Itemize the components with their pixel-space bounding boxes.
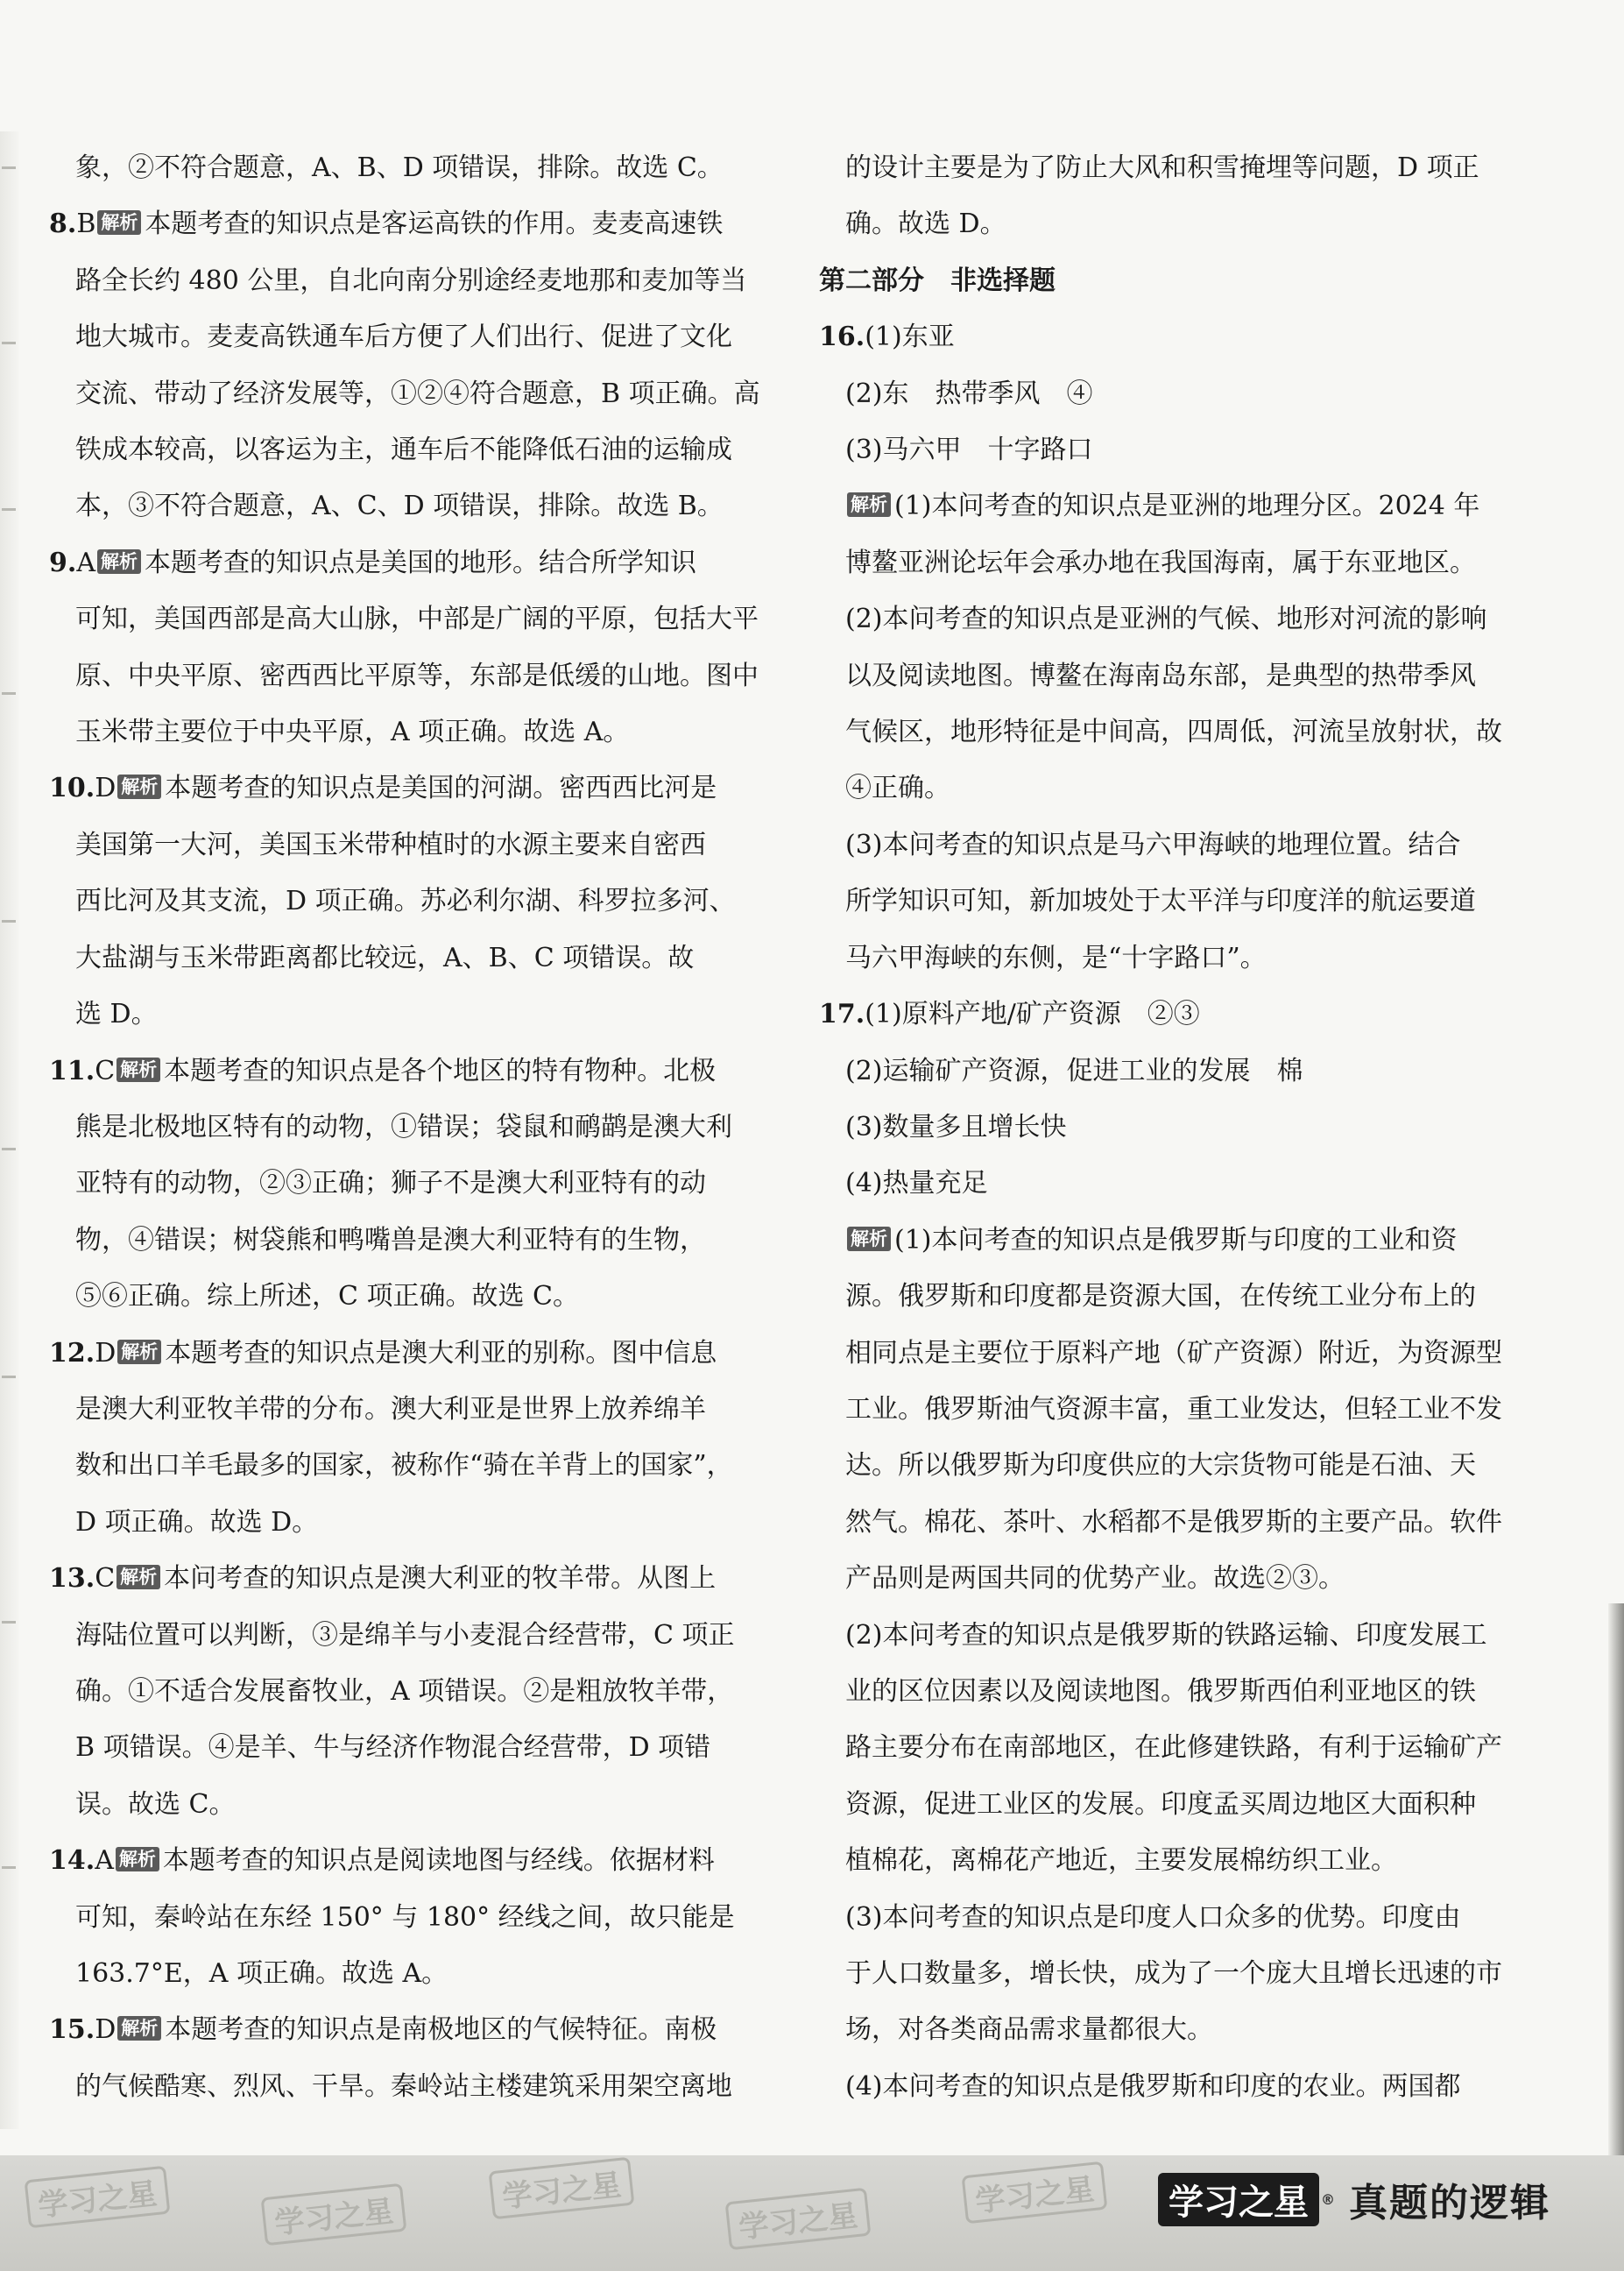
line-text: 本问考查的知识点是澳大利亚的牧羊带。从图上 xyxy=(164,1563,717,1595)
line-text: (1)本问考查的知识点是亚洲的地理分区。2024 年 xyxy=(894,491,1480,522)
section-heading: 第二部分 非选择题 xyxy=(819,265,1056,296)
text-line: D 项正确。故选 D。 xyxy=(75,1506,319,1538)
question-line xyxy=(49,1326,785,1382)
text-line: 确。故选 D。 xyxy=(845,209,1006,240)
text-line: 原、中央平原、密西西比平原等，东部是低缓的山地。图中 xyxy=(75,660,759,691)
text-line: 地大城市。麦麦高铁通车后方便了人们出行、促进了文化 xyxy=(75,322,732,353)
text-line: 路全长约 480 公里，自北向南分别途经麦地那和麦加等当 xyxy=(75,265,747,296)
text-line: (3)本问考查的知识点是马六甲海峡的地理位置。结合 xyxy=(845,829,1461,860)
brand-slogan: 真题的逻辑 xyxy=(1349,2181,1550,2225)
text-line: 163.7°E，A 项正确。故选 A。 xyxy=(75,1958,448,1989)
analysis-badge: 解析 xyxy=(847,1227,891,1251)
text-line: 美国第一大河，美国玉米带种植时的水源主要来自密西 xyxy=(75,829,706,860)
question-number: 8. xyxy=(49,209,77,240)
question-number: 9. xyxy=(49,547,77,578)
answer-letter: D xyxy=(95,1337,117,1369)
answer-letter: A xyxy=(76,547,95,578)
text-line: 源。俄罗斯和印度都是资源大国，在传统工业分布上的 xyxy=(845,1281,1476,1312)
question-line xyxy=(819,309,1564,365)
page-curl-shadow xyxy=(1608,1603,1624,2164)
text-line: 场，对各类商品需求量都很大。 xyxy=(845,2014,1213,2046)
question-number: 11. xyxy=(49,1055,95,1086)
question-line xyxy=(49,761,785,817)
text-line: 的气候酷寒、烈风、干旱。秦岭站主楼建筑采用架空离地 xyxy=(75,2070,732,2102)
analysis-badge: 解析 xyxy=(847,492,891,517)
text-line: 气候区，地形特征是中间高，四周低，河流呈放射状，故 xyxy=(845,717,1502,748)
registered-mark: ® xyxy=(1321,2190,1335,2208)
answer-letter: C xyxy=(95,1055,116,1086)
text-line: 业的区位因素以及阅读地图。俄罗斯西伯利亚地区的铁 xyxy=(845,1675,1476,1707)
text-line: 路主要分布在南部地区，在此修建铁路，有利于运输矿产 xyxy=(845,1732,1502,1764)
analysis-badge: 解析 xyxy=(117,2016,161,2041)
text-line: 熊是北极地区特有的动物，①错误；袋鼠和鸸鹋是澳大利 xyxy=(75,1111,732,1143)
text-line: (4)本问考查的知识点是俄罗斯和印度的农业。两国都 xyxy=(845,2070,1461,2102)
line-text: 本题考查的知识点是客运高铁的作用。麦麦高速铁 xyxy=(145,209,724,240)
text-line: 是澳大利亚牧羊带的分布。澳大利亚是世界上放养绵羊 xyxy=(75,1393,706,1425)
text-line: 工业。俄罗斯油气资源丰富，重工业发达，但轻工业不发 xyxy=(845,1393,1502,1425)
question-line xyxy=(49,1833,785,1889)
text-line: 马六甲海峡的东侧，是“十字路口”。 xyxy=(845,942,1267,973)
text-line: 选 D。 xyxy=(75,999,158,1030)
text-line: 产品则是两国共同的优势产业。故选②③。 xyxy=(845,1563,1345,1595)
analysis-badge: 解析 xyxy=(117,1058,160,1082)
analysis-badge: 解析 xyxy=(117,1565,160,1589)
brand-block xyxy=(1158,2171,1550,2227)
analysis-badge: 解析 xyxy=(116,1847,159,1871)
text-line: 确。①不适合发展畜牧业，A 项错误。②是粗放牧羊带， xyxy=(75,1675,734,1707)
line-text: 本题考查的知识点是阅读地图与经线。依据材料 xyxy=(162,1845,715,1877)
text-line: 象，②不符合题意，A、B、D 项错误，排除。故选 C。 xyxy=(75,152,724,183)
text-line: 博鳌亚洲论坛年会承办地在我国海南，属于东亚地区。 xyxy=(845,547,1476,578)
text-line: ⑤⑥正确。综上所述，C 项正确。故选 C。 xyxy=(75,1281,579,1312)
text-line: 物，④错误；树袋熊和鸭嘴兽是澳大利亚特有的生物， xyxy=(75,1224,706,1256)
text-line: 资源，促进工业区的发展。印度孟买周边地区大面积种 xyxy=(845,1788,1476,1820)
text-line: 大盐湖与玉米带距离都比较远，A、B、C 项错误。故 xyxy=(75,942,695,973)
answer-letter: B xyxy=(76,209,96,240)
question-number: 14. xyxy=(49,1845,95,1877)
text-line: (4)热量充足 xyxy=(845,1168,988,1199)
text-line: 本，③不符合题意，A、C、D 项错误，排除。故选 B。 xyxy=(75,491,724,522)
left-column xyxy=(49,140,785,2115)
answer-letter: A xyxy=(95,1845,114,1877)
text-line: 可知，秦岭站在东经 150° 与 180° 经线之间，故只能是 xyxy=(75,1901,735,1933)
text-line: (3)本问考查的知识点是印度人口众多的优势。印度由 xyxy=(845,1901,1461,1933)
text-line: B 项错误。④是羊、牛与经济作物混合经营带，D 项错 xyxy=(75,1732,711,1764)
text-line: 于人口数量多，增长快，成为了一个庞大且增长迅速的市 xyxy=(845,1958,1502,1989)
line-text: 本题考查的知识点是澳大利亚的别称。图中信息 xyxy=(165,1337,717,1369)
answer-letter: D xyxy=(95,2014,117,2046)
watermark-logo: 学习之星 xyxy=(25,2166,171,2229)
analysis-line xyxy=(819,1213,1564,1269)
analysis-line xyxy=(819,478,1564,534)
text-line: (2)运输矿产资源，促进工业的发展 棉 xyxy=(845,1055,1303,1086)
text-line: 海陆位置可以判断，③是绵羊与小麦混合经营带，C 项正 xyxy=(75,1619,735,1651)
question-number: 12. xyxy=(49,1337,95,1369)
watermark-logo: 学习之星 xyxy=(261,2183,407,2246)
analysis-badge: 解析 xyxy=(117,1340,161,1364)
watermark-logo: 学习之星 xyxy=(489,2157,635,2220)
analysis-badge: 解析 xyxy=(97,210,141,235)
question-line xyxy=(819,987,1564,1043)
right-column xyxy=(819,140,1564,2115)
watermark-logo: 学习之星 xyxy=(725,2188,872,2251)
question-line xyxy=(49,1551,785,1607)
text-line: ④正确。 xyxy=(845,773,950,804)
question-number: 10. xyxy=(49,773,95,804)
text-line: 交流、带动了经济发展等，①②④符合题意，B 项正确。高 xyxy=(75,378,760,409)
text-line: (2)东 热带季风 ④ xyxy=(845,378,1093,409)
text-line: (2)本问考查的知识点是俄罗斯的铁路运输、印度发展工 xyxy=(845,1619,1487,1651)
text-line: 玉米带主要位于中央平原，A 项正确。故选 A。 xyxy=(75,717,630,748)
line-text: 本题考查的知识点是南极地区的气候特征。南极 xyxy=(165,2014,717,2046)
text-line: 误。故选 C。 xyxy=(75,1788,236,1820)
text-line: 亚特有的动物，②③正确；狮子不是澳大利亚特有的动 xyxy=(75,1168,706,1199)
text-line: 植棉花，离棉花产地近，主要发展棉纺织工业。 xyxy=(845,1845,1397,1877)
question-number: 13. xyxy=(49,1563,95,1595)
question-number: 15. xyxy=(49,2014,95,2046)
line-text: 本题考查的知识点是各个地区的特有物种。北极 xyxy=(164,1055,717,1086)
text-line: (2)本问考查的知识点是亚洲的气候、地形对河流的影响 xyxy=(845,604,1487,635)
watermark-logo: 学习之星 xyxy=(962,2161,1108,2225)
line-text: 本题考查的知识点是美国的地形。结合所学知识 xyxy=(145,547,696,578)
analysis-badge: 解析 xyxy=(117,775,161,799)
question-number: 16. xyxy=(819,322,865,353)
answer-letter: D xyxy=(95,773,117,804)
text-line: 数和出口羊毛最多的国家，被称作“骑在羊背上的国家”， xyxy=(75,1450,733,1482)
text-line: 然气。棉花、茶叶、水稻都不是俄罗斯的主要产品。软件 xyxy=(845,1506,1502,1538)
text-line: 所学知识可知，新加坡处于太平洋与印度洋的航运要道 xyxy=(845,886,1476,917)
line-text: (1)东亚 xyxy=(865,322,955,353)
text-line: 西比河及其支流，D 项正确。苏必利尔湖、科罗拉多河、 xyxy=(75,886,736,917)
line-text: (1)本问考查的知识点是俄罗斯与印度的工业和资 xyxy=(894,1224,1458,1256)
text-line: (3)马六甲 十字路口 xyxy=(845,435,1093,466)
text-line: 铁成本较高，以客运为主，通车后不能降低石油的运输成 xyxy=(75,435,732,466)
brand-logo: 学习之星 xyxy=(1158,2173,1319,2226)
question-line xyxy=(49,2002,785,2058)
text-line: 相同点是主要位于原料产地（矿产资源）附近，为资源型 xyxy=(845,1337,1502,1369)
analysis-badge: 解析 xyxy=(97,549,141,574)
text-line: 以及阅读地图。博鳌在海南岛东部，是典型的热带季风 xyxy=(845,660,1476,691)
question-number: 17. xyxy=(819,999,865,1030)
text-line: 可知，美国西部是高大山脉，中部是广阔的平原，包括大平 xyxy=(75,604,759,635)
binding-edge xyxy=(0,131,19,2129)
text-line: 达。所以俄罗斯为印度供应的大宗货物可能是石油、天 xyxy=(845,1450,1476,1482)
line-text: 本题考查的知识点是美国的河湖。密西西比河是 xyxy=(165,773,717,804)
text-line: 的设计主要是为了防止大风和积雪掩埋等问题，D 项正 xyxy=(845,152,1479,183)
text-line: (3)数量多且增长快 xyxy=(845,1111,1067,1143)
answer-letter: C xyxy=(95,1563,116,1595)
question-line xyxy=(49,535,785,591)
question-line xyxy=(49,196,785,252)
line-text: (1)原料产地/矿产资源 ②③ xyxy=(865,999,1200,1030)
question-line xyxy=(49,1044,785,1100)
